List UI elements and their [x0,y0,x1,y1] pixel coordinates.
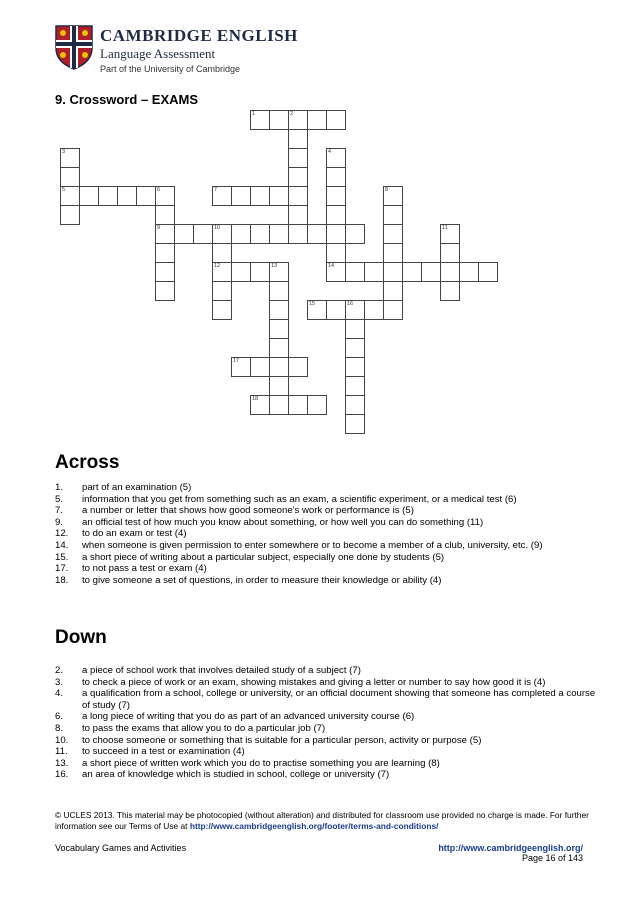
crossword-cell[interactable] [269,281,289,301]
clue-text: to check a piece of work or an exam, showing mistakes and giving a letter or number to say how good it is (4) [82,676,546,688]
crossword-cell[interactable] [98,186,118,206]
clue-text: to not pass a test or exam (4) [82,563,207,575]
crossword-cell[interactable] [269,186,289,206]
crossword-cell[interactable] [421,262,441,282]
crossword-cell[interactable] [212,281,232,301]
crossword-cell[interactable] [269,319,289,339]
shield-icon [54,24,94,70]
terms-link[interactable]: http://www.cambridgeenglish.org/footer/terms-and-conditions/ [189,821,439,831]
clue-down-1 [55,677,600,689]
crossword-cell[interactable] [345,357,365,377]
crossword-cell[interactable] [288,205,308,225]
crossword-cell[interactable] [383,224,403,244]
brand-name: CAMBRIDGE ENGLISH [100,26,298,45]
clue-text: to give someone a set of questions, in order to measure their knowledge or ability (4) [82,574,442,586]
across-heading: Across [55,452,120,473]
clue-number: 5. [55,493,64,505]
clue-across-7 [55,563,600,575]
clue-number-label: 7 [214,187,218,193]
cambridge-logo [54,24,304,82]
clue-number-label: 18 [252,396,259,402]
crossword-cell[interactable] [60,205,80,225]
crossword-cell[interactable] [364,300,384,320]
crossword-cell[interactable] [117,186,137,206]
across-clues [55,482,600,586]
crossword-cell[interactable] [364,262,384,282]
crossword-cell[interactable] [212,300,232,320]
crossword-cell[interactable] [459,262,479,282]
clue-text: when someone is given permission to enter somewhere or to become a member of a club, university, etc. (9) [82,539,543,551]
crossword-cell[interactable] [250,224,270,244]
clue-text: a qualification from a school, college or university, or an official document showing that someone has completed a course of study (7) [82,688,596,711]
clue-number: 11. [55,746,68,758]
crossword-cell[interactable] [288,357,308,377]
clue-number: 16. [55,769,69,781]
clue-text: a piece of school work that involves detailed study of a subject (7) [82,665,361,676]
clue-number: 17. [55,563,69,575]
crossword-cell[interactable] [155,262,175,282]
crossword-cell[interactable] [288,395,308,415]
clue-number: 3. [55,676,64,688]
clue-across-8 [55,575,600,587]
clue-text: a short piece of written work which you do to practise something you are learning (8) [82,757,440,769]
clue-number: 8. [55,722,64,734]
crossword-cell[interactable] [326,224,346,244]
down-clues [55,665,600,781]
clue-number-label: 15 [309,301,316,307]
clue-down-8 [55,769,600,781]
clue-number-label: 6 [157,187,161,193]
crossword-cell[interactable] [326,110,346,130]
footer-right [438,843,583,863]
crossword-cell[interactable] [269,376,289,396]
crossword-cell[interactable] [231,224,251,244]
crossword-cell[interactable] [269,357,289,377]
crossword-cell[interactable] [345,395,365,415]
clue-number: 1. [55,482,64,493]
crossword-cell[interactable] [383,262,403,282]
clue-number: 14. [55,539,69,551]
crossword-cell[interactable] [345,319,365,339]
crossword-cell[interactable] [250,262,270,282]
crossword-cell[interactable] [345,338,365,358]
clue-across-1 [55,494,600,506]
crossword-cell[interactable] [307,110,327,130]
clue-across-6 [55,552,600,564]
clue-text: to do an exam or test (4) [82,528,187,540]
clue-down-5 [55,735,600,747]
crossword-cell[interactable] [345,262,365,282]
clue-down-0 [55,665,600,677]
crossword-cell[interactable] [155,205,175,225]
clue-text: an official test of how much you know about something, or how well you can do something (11) [82,516,484,528]
clue-across-2 [55,505,600,517]
crossword-cell[interactable] [307,224,327,244]
clue-down-2 [55,688,600,711]
crossword-cell[interactable] [288,148,308,168]
clue-number-label: 9 [157,225,161,231]
crossword-cell[interactable] [307,395,327,415]
clue-number: 9. [55,516,64,528]
clue-number-label: 12 [214,263,221,269]
clue-across-3 [55,517,600,529]
clue-number-label: 10 [214,225,221,231]
clue-number: 15. [55,551,69,563]
crossword-cell[interactable] [383,281,403,301]
clue-text: a long piece of writing that you do as part of an advanced university course (6) [82,711,415,723]
crossword-cell[interactable] [326,167,346,187]
clue-text: part of an examination (5) [82,482,192,493]
crossword-cell[interactable] [60,167,80,187]
clue-number-label: 1 [252,111,256,117]
clue-text: an area of knowledge which is studied in school, college or university (7) [82,769,390,781]
crossword-cell[interactable] [136,186,156,206]
clue-number-label: 16 [347,301,354,307]
clue-text: to pass the exams that allow you to do a particular job (7) [82,722,326,734]
clue-number: 12. [55,528,69,540]
clue-text: to succeed in a test or examination (4) [82,746,245,758]
clue-number-label: 5 [62,187,66,193]
crossword-cell[interactable] [269,110,289,130]
crossword-cell[interactable] [440,243,460,263]
brand-tagline: Part of the University of Cambridge [100,64,241,74]
crossword-cell[interactable] [231,186,251,206]
clue-number-label: 17 [233,358,240,364]
crossword-cell[interactable] [326,205,346,225]
clue-number: 10. [55,734,69,746]
copyright-text: © UCLES 2013. This material may be photocopied (without alteration) and distributed for classroom use provided no charge is made. For further information see our Terms of Use at [55,810,589,831]
copyright-notice [55,810,600,832]
crossword-cell[interactable] [383,300,403,320]
clue-text: a number or letter that shows how good someone's work or performance is (5) [82,505,414,517]
brand-subtitle: Language Assessment [100,46,216,61]
crossword-cell[interactable] [250,186,270,206]
crossword-cell[interactable] [250,357,270,377]
crossword-cell[interactable] [402,262,422,282]
crossword-cell[interactable] [288,129,308,149]
crossword-cell[interactable] [326,300,346,320]
crossword-cell[interactable] [269,395,289,415]
clue-number: 6. [55,711,64,723]
clue-down-4 [55,723,600,735]
crossword-cell[interactable] [326,243,346,263]
clue-number: 13. [55,757,69,769]
clue-number-label: 4 [328,149,332,155]
clue-number-label: 2 [290,111,294,117]
clue-number: 2. [55,665,64,676]
clue-number: 7. [55,505,64,517]
crossword-cell[interactable] [345,376,365,396]
crossword-cell[interactable] [269,224,289,244]
clue-across-0 [55,482,600,494]
clue-number-label: 11 [442,225,448,231]
clue-number-label: 14 [328,263,335,269]
clue-number: 4. [55,688,64,700]
crossword-cell[interactable] [478,262,498,282]
clue-number-label: 3 [62,149,66,155]
clue-number: 18. [55,574,69,586]
clue-down-6 [55,746,600,758]
crossword-cell[interactable] [155,281,175,301]
crossword-cell[interactable] [212,243,232,263]
crossword-cell[interactable] [155,243,175,263]
crossword-cell[interactable] [345,414,365,434]
clue-across-4 [55,528,600,540]
crossword-cell[interactable] [79,186,99,206]
crossword-cell[interactable] [383,243,403,263]
crossword-cell[interactable] [288,186,308,206]
page-number: Page 16 of 143 [521,853,583,863]
crossword-cell[interactable] [326,186,346,206]
clue-number-label: 13 [271,263,278,269]
clue-down-3 [55,711,600,723]
crossword-cell[interactable] [440,281,460,301]
footer-url[interactable]: http://www.cambridgeenglish.org/ [438,843,583,853]
crossword-cell[interactable] [288,167,308,187]
page-title: 9. Crossword – EXAMS [55,92,199,107]
crossword-cell[interactable] [345,224,365,244]
crossword-cell[interactable] [269,338,289,358]
clue-text: to choose someone or something that is suitable for a particular person, activity or purpose (5) [82,734,482,746]
crossword-cell[interactable] [440,262,460,282]
clue-text: a short piece of writing about a particular subject, especially one done by students (5) [82,551,445,563]
footer-title: Vocabulary Games and Activities [55,843,187,853]
clue-text: information that you get from something such as an exam, a scientific experiment, or a medical test (6) [82,493,517,505]
clue-down-7 [55,758,600,770]
crossword-cell[interactable] [383,205,403,225]
crossword-cell[interactable] [174,224,194,244]
crossword-cell[interactable] [288,224,308,244]
crossword-cell[interactable] [269,300,289,320]
clue-number-label: 8 [385,187,389,193]
crossword-cell[interactable] [193,224,213,244]
down-heading: Down [55,627,107,648]
crossword-cell[interactable] [231,262,251,282]
clue-across-5 [55,540,600,552]
